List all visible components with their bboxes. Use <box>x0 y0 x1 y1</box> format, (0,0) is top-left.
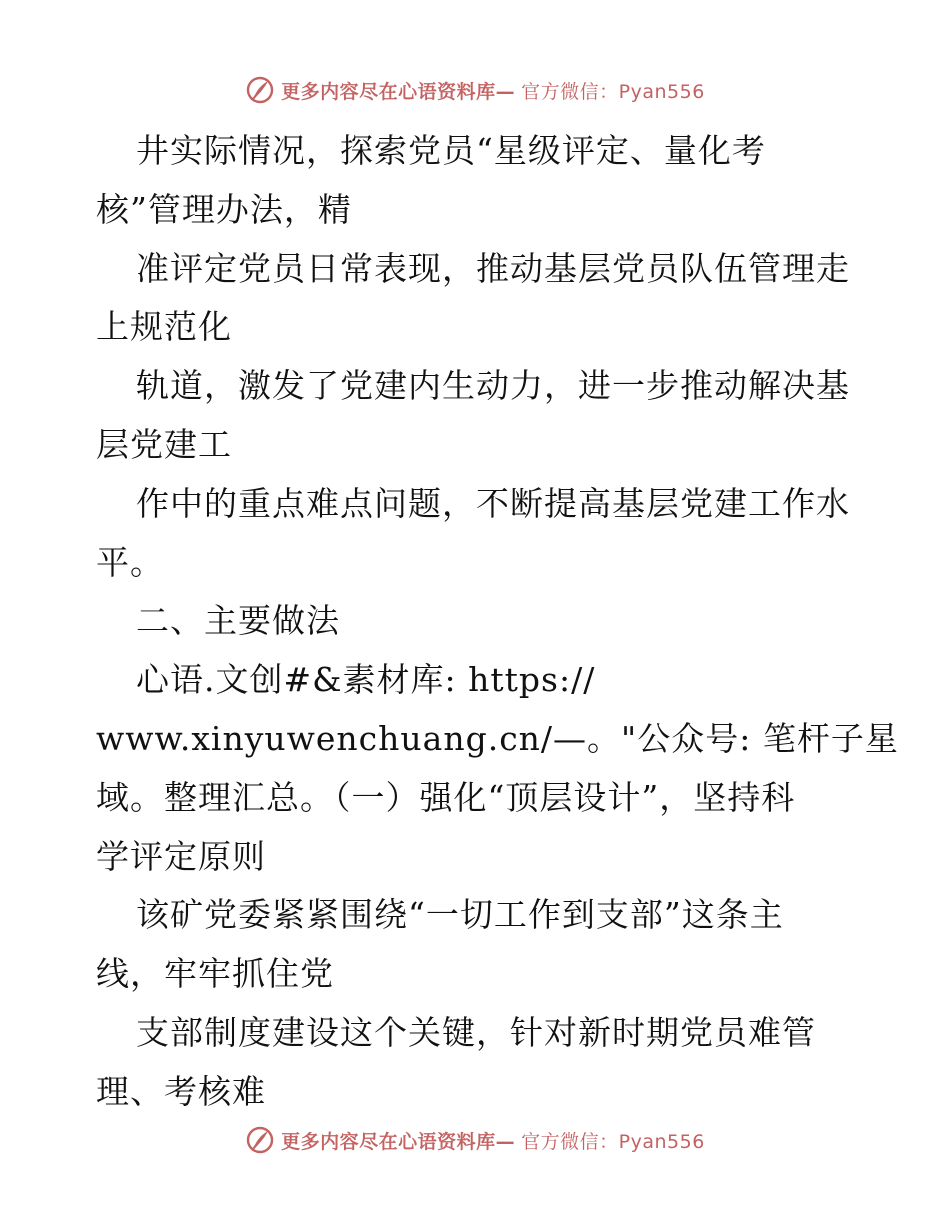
text-line: 支部制度建设这个关键，针对新时期党员难管 <box>136 1012 816 1052</box>
document-body <box>96 122 899 1122</box>
header-watermark <box>0 70 950 110</box>
text-line: 作中的重点难点问题，不断提高基层党建工作水 <box>136 483 850 523</box>
text-line: 上规范化 <box>96 307 232 347</box>
text-line: 平。 <box>96 542 164 582</box>
text-line: 该矿党委紧紧围绕“一切工作到支部”这条主 <box>136 895 784 935</box>
watermark-wechat: 官方微信：Pyan556 <box>521 1130 705 1153</box>
text-line: 层党建工 <box>96 424 232 464</box>
text-line: 准评定党员日常表现，推动基层党员队伍管理走 <box>136 248 850 288</box>
text-line: 井实际情况，探索党员“星级评定、量化考 <box>136 131 766 170</box>
feather-pen-logo-icon <box>245 1125 275 1155</box>
section-heading: 二、主要做法 <box>136 601 340 641</box>
text-line: 轨道，激发了党建内生动力，进一步推动解决基 <box>136 366 850 406</box>
footer-watermark <box>0 1120 950 1160</box>
text-line: 线，牢牢抓住党 <box>96 954 334 994</box>
feather-pen-logo-icon <box>245 75 275 105</box>
text-line: 域。整理汇总。（一）强化“顶层设计”，坚持科 <box>96 777 796 817</box>
watermark-text: 更多内容尽在心语资料库— <box>281 1130 516 1153</box>
text-line: 核”管理办法，精 <box>96 189 352 229</box>
text-line: 心语.文创#&素材库: https:// <box>136 660 596 700</box>
watermark-text: 更多内容尽在心语资料库— <box>281 80 516 103</box>
text-line: 学评定原则 <box>96 836 266 876</box>
watermark-wechat: 官方微信：Pyan556 <box>521 80 705 103</box>
text-line: www.xinyuwenchuang.cn/—。"公众号: 笔杆子星 <box>96 718 899 758</box>
text-line: 理、考核难 <box>96 1071 266 1111</box>
